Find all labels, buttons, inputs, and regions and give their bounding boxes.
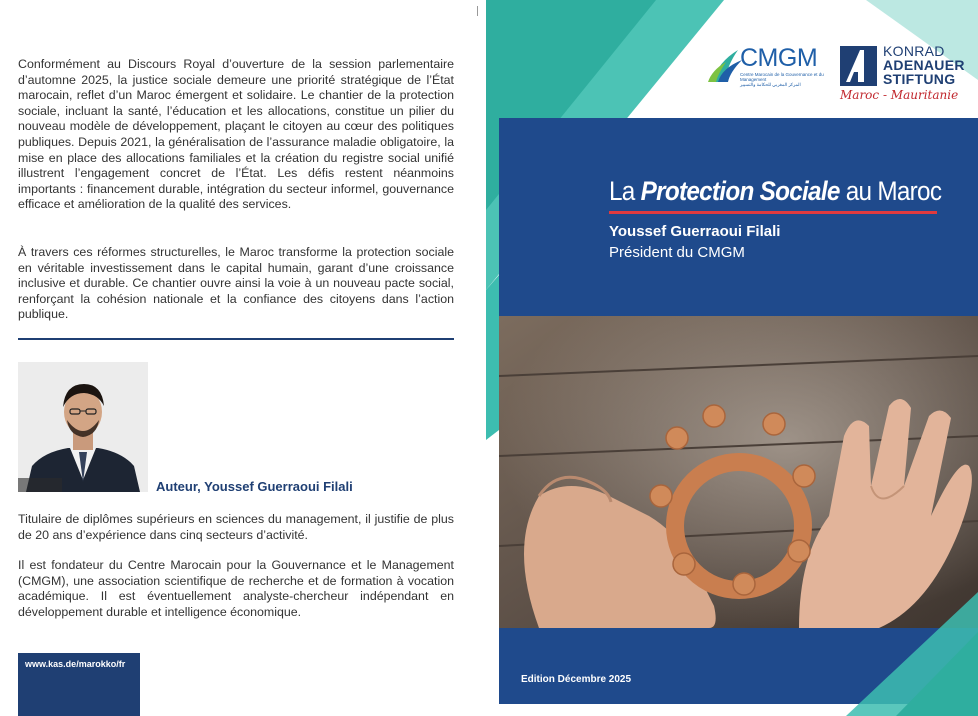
title-underline xyxy=(609,211,937,214)
kas-line-3: STIFTUNG xyxy=(883,71,956,87)
cover-illustration xyxy=(499,316,978,628)
edition-label: Edition Décembre 2025 xyxy=(521,674,632,685)
cover-author: Youssef Guerraoui Filali xyxy=(609,223,781,240)
intro-paragraph: Conformément au Discours Royal d’ouverture de la session parlementaire d’automne 2025, la justice sociale demeure une priorité stratégique de l’État marocain, reflet d’un Maroc émergent et solidaire. Le chantier de la protection sociale, incluant la santé, l’éducation et les allocations, constitue un pilier du nouveau modèle de développement, plaçant le citoyen au cœur des politiques publiques. Depuis 2021, la généralisation de l’assurance maladie obligatoire, la mise en place des allocations familiales et la création du registre social unifié illustrent l’engagement concret de l’État. Les défis restent néanmoins importants : financement durable, intégration du secteur informel, gouvernance efficace et amélioration de la qualité des services. xyxy=(18,57,454,212)
cmgm-subtitle: Centre Marocain de la Gouvernance et du Management المركز المغربي للحكامة والتسيير xyxy=(740,72,824,87)
author-photo xyxy=(18,362,148,492)
section-divider xyxy=(18,338,454,340)
author-caption: Auteur, Youssef Guerraoui Filali xyxy=(156,479,353,494)
website-link[interactable]: www.kas.de/marokko/fr xyxy=(25,659,126,669)
kas-line-2: ADENAUER xyxy=(883,57,965,73)
bio-paragraph: Titulaire de diplômes supérieurs en sciences du management, il justifie de plus de 20 ans d’expérience dans cinq secteurs d’activité. xyxy=(18,512,454,542)
hands-and-paper-people-image xyxy=(499,316,978,628)
cmgm-leaf-icon xyxy=(708,42,744,86)
portrait-illustration xyxy=(18,362,148,492)
intro-paragraph: À travers ces réformes structurelles, le Maroc transforme la protection sociale en véritable investissement dans le capital humain, garant d’une croissance inclusive et durable. Ce chantier ouvre ainsi la voie à un nouveau pacte social, renforçant la cohésion nationale et la confiance des citoyens dans l’action publique. xyxy=(18,245,454,322)
website-box xyxy=(18,653,140,716)
cmgm-name: CMGM xyxy=(740,44,818,72)
kas-logo xyxy=(840,40,975,104)
back-cover xyxy=(0,0,478,716)
cmgm-logo xyxy=(708,42,826,90)
kas-line-1: KONRAD xyxy=(883,43,945,59)
teal-corner-shape xyxy=(786,592,978,716)
kas-emblem-icon xyxy=(840,46,877,86)
front-cover xyxy=(486,0,978,716)
kas-region: Maroc - Mauritanie xyxy=(840,88,959,102)
cover-title: La Protection Sociale au Maroc xyxy=(609,176,942,206)
fold-mark xyxy=(477,6,478,16)
cover-role: Président du CMGM xyxy=(609,244,745,261)
bio-paragraph: Il est fondateur du Centre Marocain pour la Gouvernance et le Management (CMGM), une association scientifique de recherche et de formation à vocation académique. Il est éventuellement analyste-chercheur indépendant en développement durable et intelligence économique. xyxy=(18,558,454,619)
